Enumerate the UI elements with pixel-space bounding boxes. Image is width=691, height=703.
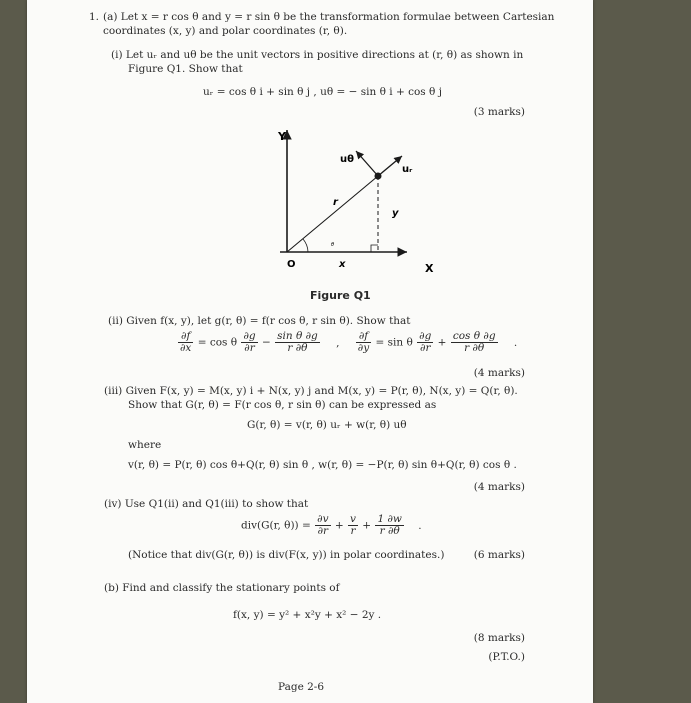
period: . (513, 336, 518, 349)
frac-num: cos θ ∂g (452, 330, 496, 342)
frac-num: ∂g (419, 330, 432, 342)
qb-equation: f(x, y) = y² + x²y + x² − 2y . (233, 609, 382, 621)
figure-caption: Figure Q1 (310, 289, 371, 302)
label-O: O (287, 259, 296, 270)
qiv-equation (241, 514, 422, 544)
frac-den: r ∂θ (379, 525, 400, 537)
right-angle-marker (371, 245, 378, 252)
qi-marks: (3 marks) (473, 106, 525, 118)
eq-lhs: div(G(r, θ)) = (241, 519, 311, 532)
qiii-where: where (128, 439, 162, 451)
qiv-marks: (6 marks) (473, 549, 525, 561)
frac-df-dx (178, 331, 193, 354)
qiv-note: (Notice that div(G(r, θ)) is div(F(x, y)) in polar coordinates.) (128, 549, 445, 561)
q1-number: 1. (89, 11, 100, 23)
qiii-line1: (iii) Given F(x, y) = M(x, y) i + N(x, y) j and M(x, y) = P(r, θ), N(x, y) = Q(r, θ). (104, 385, 518, 397)
frac-v-r (348, 514, 358, 537)
qiii-equation: G(r, θ) = v(r, θ) uᵣ + w(r, θ) uθ (247, 419, 407, 431)
ur-vector (378, 156, 402, 176)
qi-line2: Figure Q1. Show that (128, 63, 243, 75)
frac-num: ∂v (317, 513, 329, 525)
label-X: X (425, 262, 434, 275)
frac-num: 1 ∂w (377, 513, 402, 525)
frac-den: r (350, 525, 356, 537)
qi-line1: (i) Let uᵣ and uθ be the unit vectors in positive directions at (r, θ) as shown in (111, 49, 524, 61)
frac-df-dy (356, 331, 371, 354)
frac-dv-dr (315, 514, 330, 537)
plus-sign: + (362, 519, 372, 532)
frac-num: ∂g (243, 330, 256, 342)
frac-den: ∂r (317, 525, 329, 537)
label-utheta: uθ (340, 154, 354, 165)
minus-sign: − (261, 336, 271, 349)
frac-den: ∂r (244, 342, 255, 354)
frac-dw (375, 514, 403, 537)
qii-equation (177, 331, 517, 361)
plus-sign: + (437, 336, 447, 349)
q1a-intro-line2: coordinates (x, y) and polar coordinates (r, θ). (103, 25, 348, 37)
label-x: x (339, 259, 346, 270)
q1a-intro-line1: (a) Let x = r cos θ and y = r sin θ be the transformation formulae between Cartesian (103, 11, 555, 23)
qii-marks: (4 marks) (473, 367, 525, 379)
page-footer: Page 2-6 (278, 681, 325, 693)
eq-text: = sin θ (375, 336, 413, 349)
label-theta: θ (331, 242, 335, 248)
frac-num: v (350, 513, 356, 525)
label-Y: Y (278, 130, 286, 143)
frac-den: ∂y (357, 342, 370, 354)
utheta-vector (356, 151, 378, 176)
radius-line (287, 176, 378, 252)
qi-equation: uᵣ = cos θ i + sin θ j , uθ = − sin θ i + cos θ j (203, 86, 442, 98)
document-page (27, 0, 593, 703)
plus-sign: + (334, 519, 344, 532)
qii-line1: (ii) Given f(x, y), let g(r, θ) = f(r cos θ, r sin θ). Show that (108, 315, 411, 327)
frac-num: ∂f (356, 331, 371, 343)
frac-num: ∂f (178, 331, 193, 343)
qiv-line1: (iv) Use Q1(ii) and Q1(iii) to show that (104, 498, 309, 510)
separator: , (336, 336, 340, 349)
frac-num: sin θ ∂g (277, 330, 318, 342)
qiii-equation2: v(r, θ) = P(r, θ) cos θ+Q(r, θ) sin θ , w(r, θ) = −P(r, θ) sin θ+Q(r, θ) cos θ . (128, 459, 517, 471)
qb-line1: (b) Find and classify the stationary points of (104, 582, 340, 594)
frac-den: ∂x (180, 342, 192, 354)
frac-dg-dr-2 (417, 331, 433, 354)
frac-sin-dg (275, 331, 320, 354)
period: . (418, 519, 422, 532)
frac-den: ∂r (420, 342, 431, 354)
frac-den: r ∂θ (287, 342, 308, 354)
qb-marks: (8 marks) (473, 632, 525, 644)
figure-q1 (242, 120, 434, 280)
eq-text: = cos θ (197, 336, 238, 349)
frac-cos-dg (451, 331, 498, 354)
label-ur: uᵣ (402, 164, 413, 175)
qiii-line2: Show that G(r, θ) = F(r cos θ, r sin θ) can be expressed as (128, 399, 437, 411)
theta-arc (303, 239, 308, 252)
pto: (P.T.O.) (488, 651, 525, 663)
label-r: r (333, 197, 338, 208)
qiii-marks: (4 marks) (473, 481, 525, 493)
frac-dg-dr (241, 331, 257, 354)
label-y: y (392, 208, 399, 219)
frac-den: r ∂θ (464, 342, 485, 354)
